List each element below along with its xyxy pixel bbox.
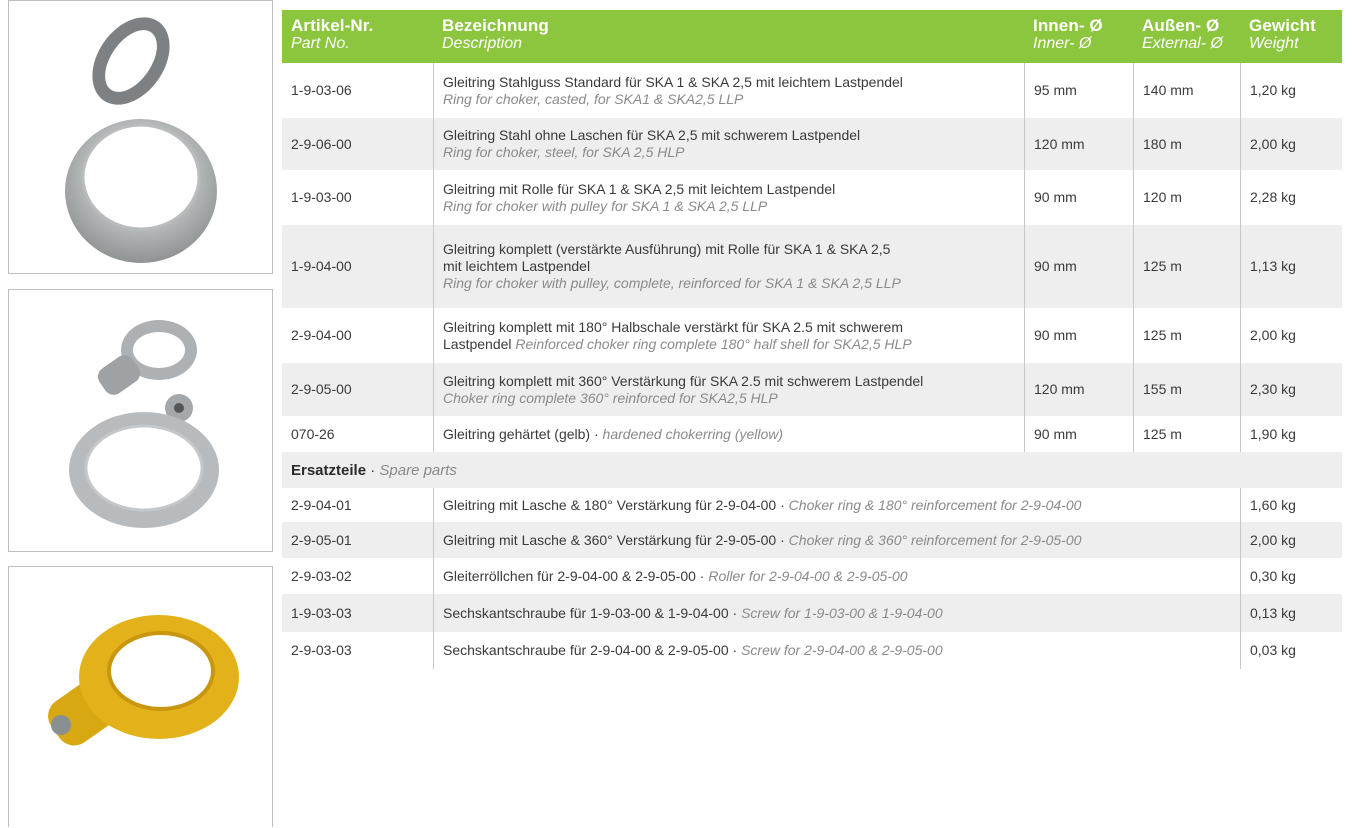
description-de: Gleitring komplett mit 360° Verstärkung für SKA 2.5 mit schwerem Lastpendel <box>443 372 924 389</box>
separator: · <box>776 531 789 548</box>
part-number: 1-9-03-06 <box>291 82 352 98</box>
pulley-ring-image <box>9 290 274 553</box>
description-de: Gleitring mit Rolle für SKA 1 & SKA 2,5 mit leichtem Lastpendel <box>443 180 836 197</box>
col-weight-subtitle: Weight <box>1249 35 1299 52</box>
weight: 2,30 kg <box>1240 363 1342 416</box>
description-en: Screw for 1-9-03-00 & 1-9-04-00 <box>741 604 943 621</box>
weight: 2,00 kg <box>1240 118 1342 170</box>
outer-diameter: 120 m <box>1133 170 1240 225</box>
col-outer-subtitle: External- Ø <box>1142 35 1223 52</box>
description-de: Gleitring komplett mit 180° Halbschale verstärkt für SKA 2.5 mit schwerem <box>443 318 903 335</box>
table-row <box>282 416 1342 452</box>
description-en: hardened chokerring (yellow) <box>602 425 784 442</box>
inner-diameter: 90 mm <box>1024 225 1133 308</box>
col-desc-subtitle: Description <box>442 35 523 52</box>
outer-diameter: 125 m <box>1133 308 1240 363</box>
col-part-title: Artikel-Nr. <box>291 16 374 35</box>
table-row <box>282 522 1342 558</box>
outer-diameter: 155 m <box>1133 363 1240 416</box>
table-row <box>282 225 1342 308</box>
part-number: 070-26 <box>291 425 335 442</box>
table-row <box>282 118 1342 170</box>
description-de: Gleiterröllchen für 2-9-04-00 & 2-9-05-00 <box>443 567 696 584</box>
description-de: Sechskantschraube für 1-9-03-00 & 1-9-04-00 <box>443 604 729 621</box>
description-de: Gleitring gehärtet (gelb) <box>443 425 591 442</box>
outer-diameter: 125 m <box>1133 225 1240 308</box>
table-row <box>282 363 1342 416</box>
table-header <box>282 10 1342 63</box>
separator: · <box>695 567 709 584</box>
separator: · <box>728 642 742 658</box>
product-photo-ring-with-pulley <box>8 289 273 552</box>
description-en: Ring for choker, steel, for SKA 2,5 HLP <box>443 144 685 160</box>
part-number: 1-9-03-03 <box>291 604 352 621</box>
inner-diameter: 90 mm <box>1024 170 1133 225</box>
separator: · <box>776 496 789 513</box>
col-desc-title: Bezeichnung <box>442 16 549 35</box>
col-outer-title: Außen- Ø <box>1142 16 1220 35</box>
description-en: Ring for choker, casted, for SKA1 & SKA2,5 LLP <box>443 90 744 107</box>
weight: 1,60 kg <box>1240 488 1342 522</box>
weight: 0,30 kg <box>1240 558 1342 594</box>
description-de: Sechskantschraube für 2-9-04-00 & 2-9-05-00 <box>443 642 729 658</box>
product-photo-rings <box>8 0 273 274</box>
table-row <box>282 558 1342 594</box>
part-number: 1-9-04-00 <box>291 258 352 274</box>
inner-diameter: 120 mm <box>1024 118 1133 170</box>
part-number: 2-9-03-03 <box>291 642 352 658</box>
part-number: 2-9-04-00 <box>291 327 352 343</box>
separator: · <box>728 604 742 621</box>
description-en: Screw for 2-9-04-00 & 2-9-05-00 <box>741 642 943 658</box>
inner-diameter: 90 mm <box>1024 308 1133 363</box>
table-row <box>282 63 1342 118</box>
part-number: 2-9-04-01 <box>291 496 352 513</box>
table-row <box>282 632 1342 669</box>
weight: 1,90 kg <box>1240 416 1342 452</box>
description-de: Gleitring komplett (verstärkte Ausführung) mit Rolle für SKA 1 & SKA 2,5 <box>443 241 891 257</box>
separator: · <box>590 425 603 442</box>
description-de: Gleitring Stahlguss Standard für SKA 1 & SKA 2,5 mit leichtem Lastpendel <box>443 73 903 90</box>
spare-title-en: Spare parts <box>379 461 457 479</box>
description-en: Roller for 2-9-04-00 & 2-9-05-00 <box>708 567 908 584</box>
col-inner-title: Innen- Ø <box>1033 16 1103 35</box>
part-number: 2-9-05-01 <box>291 531 352 548</box>
description-de: Gleitring mit Lasche & 360° Verstärkung für 2-9-05-00 <box>443 531 777 548</box>
product-photo-yellow-ring <box>8 566 273 827</box>
spare-parts-heading <box>282 452 1342 488</box>
separator: · <box>366 461 380 479</box>
product-table <box>282 10 1342 669</box>
outer-diameter: 140 mm <box>1133 63 1240 118</box>
table-row <box>282 488 1342 522</box>
part-number: 1-9-03-00 <box>291 189 352 205</box>
part-number: 2-9-03-02 <box>291 567 352 584</box>
col-part-subtitle: Part No. <box>291 35 350 52</box>
col-inner-subtitle: Inner- Ø <box>1033 35 1092 52</box>
silver-rings-image <box>9 1 274 275</box>
description-en: Ring for choker with pulley for SKA 1 & SKA 2,5 LLP <box>443 197 768 214</box>
weight: 1,20 kg <box>1240 63 1342 118</box>
weight: 2,00 kg <box>1240 522 1342 558</box>
description-en: Choker ring & 180° reinforcement for 2-9-04-00 <box>788 496 1082 513</box>
weight: 2,28 kg <box>1240 170 1342 225</box>
weight: 0,13 kg <box>1240 594 1342 632</box>
col-weight-title: Gewicht <box>1249 16 1316 35</box>
table-row <box>282 308 1342 363</box>
description-en: Choker ring complete 360° reinforced for SKA2,5 HLP <box>443 389 778 406</box>
weight: 2,00 kg <box>1240 308 1342 363</box>
outer-diameter: 125 m <box>1133 416 1240 452</box>
inner-diameter: 120 mm <box>1024 363 1133 416</box>
table-row <box>282 170 1342 225</box>
yellow-ring-image <box>9 567 274 828</box>
description-en: Ring for choker with pulley, complete, reinforced for SKA 1 & SKA 2,5 LLP <box>443 275 901 291</box>
part-number: 2-9-05-00 <box>291 381 352 397</box>
description-de-line2: Lastpendel <box>443 335 512 352</box>
description-de-line2: mit leichtem Lastpendel <box>443 258 591 274</box>
description-de: Gleitring mit Lasche & 180° Verstärkung für 2-9-04-00 <box>443 496 777 513</box>
inner-diameter: 95 mm <box>1024 63 1133 118</box>
part-number: 2-9-06-00 <box>291 135 352 152</box>
table-row <box>282 594 1342 632</box>
description-de: Gleitring Stahl ohne Laschen für SKA 2,5 mit schwerem Lastpendel <box>443 127 861 143</box>
weight: 0,03 kg <box>1240 632 1342 669</box>
spare-title-de: Ersatzteile <box>291 461 367 479</box>
weight: 1,13 kg <box>1240 225 1342 308</box>
inner-diameter: 90 mm <box>1024 416 1133 452</box>
description-en: Choker ring & 360° reinforcement for 2-9-05-00 <box>788 531 1082 548</box>
description-en: Reinforced choker ring complete 180° half shell for SKA2,5 HLP <box>515 335 912 352</box>
outer-diameter: 180 m <box>1133 118 1240 170</box>
